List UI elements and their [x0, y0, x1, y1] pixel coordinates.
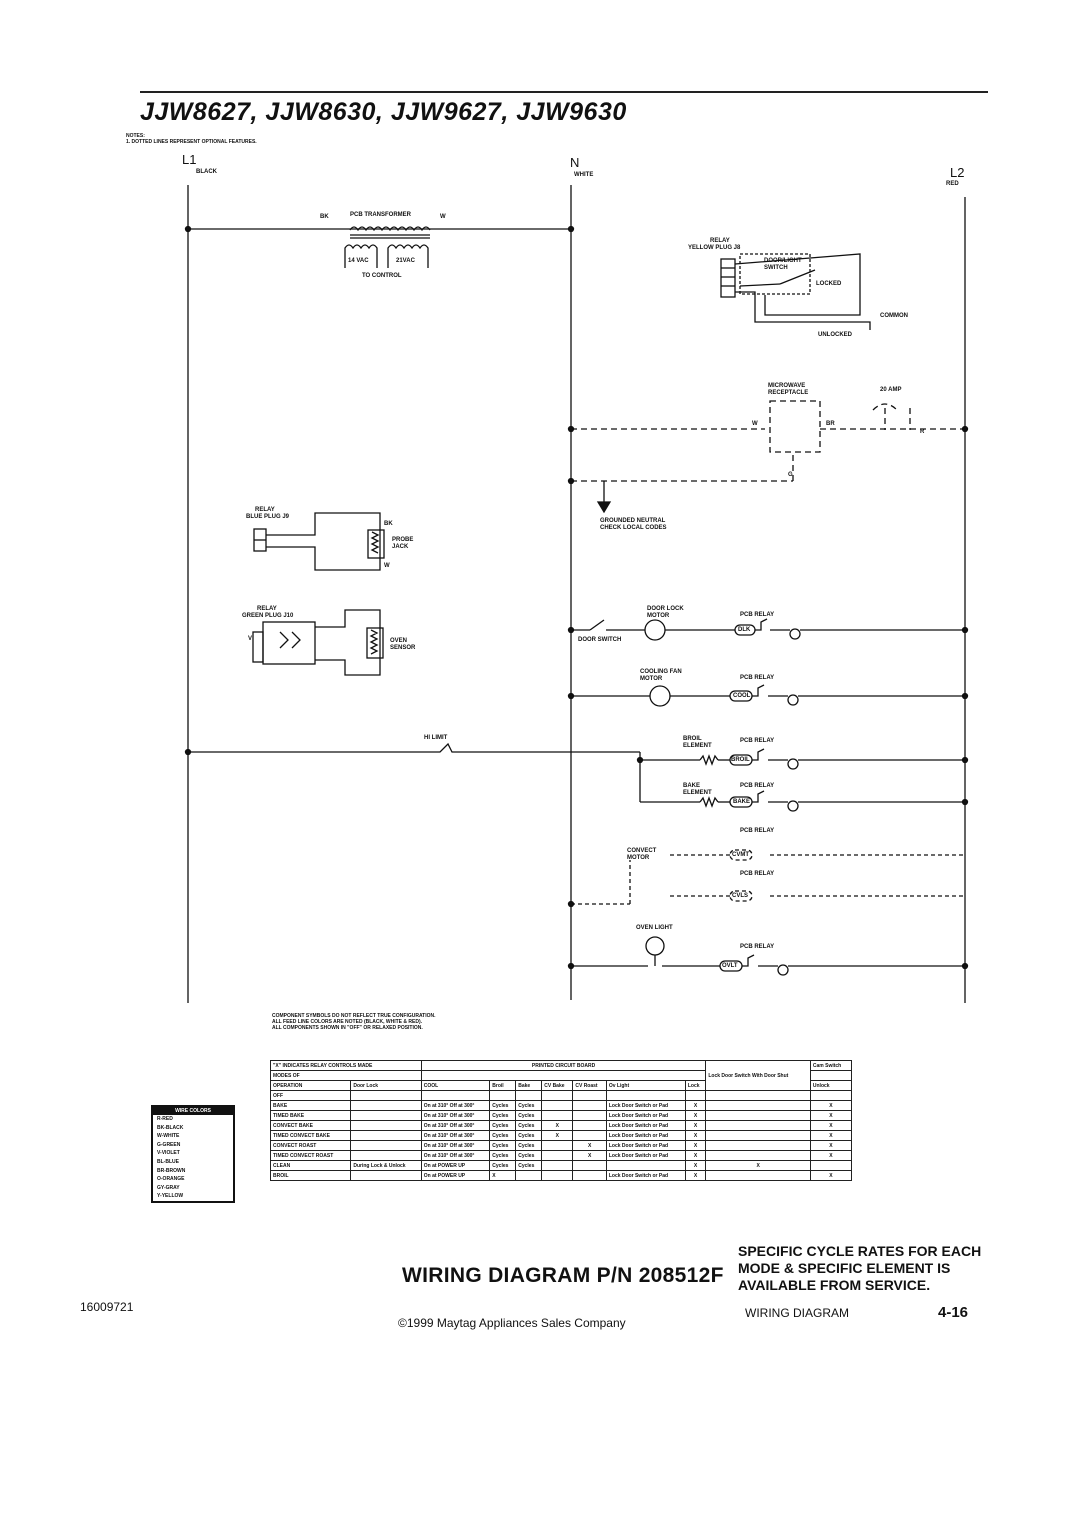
wire-color-item: BR-BROWN — [157, 1167, 186, 1174]
table-cell-broil — [490, 1091, 516, 1101]
table-cell-dlk — [351, 1171, 421, 1181]
door-relay-label: RELAY — [710, 238, 730, 244]
table-cell-cool: On at 310° Off at 300° — [421, 1131, 490, 1141]
table-cell-dlk — [351, 1121, 421, 1131]
operation-header: OPERATION — [271, 1081, 351, 1091]
table-cell-cool: On at POWER UP — [421, 1171, 490, 1181]
table-cell-lock: X — [706, 1161, 811, 1171]
table-cell-bake — [516, 1171, 542, 1181]
cvmt-label: CVMT — [732, 852, 749, 858]
door-switch-text: DOOR SWITCH — [578, 637, 622, 643]
l2-color: RED — [946, 181, 959, 187]
table-cell-dlk — [351, 1101, 421, 1111]
n-label: N — [570, 155, 580, 170]
table-row — [271, 1171, 852, 1181]
pcb-relay-1: PCB RELAY — [740, 612, 775, 618]
wire-colors-legend — [151, 1105, 235, 1203]
table-cell-cool: On at 310° Off at 300° — [421, 1141, 490, 1151]
bake-element-label: BAKE ELEMENT — [683, 783, 712, 796]
wire-color-item: G-GREEN — [157, 1141, 181, 1148]
door-switch-header: Lock Door Switch With Door Shut — [706, 1061, 811, 1091]
probe-jack-circuit — [254, 513, 384, 570]
spec-line-3: AVAILABLE FROM SERVICE. — [738, 1277, 931, 1293]
table-cell-bake: Cycles — [516, 1151, 542, 1161]
modes-of: MODES OF — [271, 1071, 422, 1081]
transformer-label: PCB TRANSFORMER — [350, 212, 411, 218]
table-cell-broil: X — [490, 1171, 516, 1181]
table-cell-cool: On at POWER UP — [421, 1161, 490, 1171]
unlocked-label: UNLOCKED — [818, 332, 852, 338]
hi-limit-label: HI LIMIT — [424, 735, 448, 741]
column-header: COOL — [421, 1081, 490, 1091]
wire-color-item: V-VIOLET — [157, 1150, 180, 1157]
table-cell-door — [685, 1091, 706, 1101]
table-cell-broil: Cycles — [490, 1111, 516, 1121]
table-cell-mode: CONVECT BAKE — [271, 1121, 351, 1131]
column-header: Ov Light — [606, 1081, 685, 1091]
transformer-to-control: TO CONTROL — [362, 273, 402, 279]
transformer-w: W — [440, 214, 446, 220]
table-cell-cvr — [573, 1091, 607, 1101]
table-cell-bake: Cycles — [516, 1141, 542, 1151]
table-cell-unlock — [810, 1161, 851, 1171]
table-cell-unlock: X — [810, 1121, 851, 1131]
table-cell-broil: Cycles — [490, 1131, 516, 1141]
table-cell-dlk — [351, 1141, 421, 1151]
bake-label: BAKE — [733, 799, 751, 805]
pcb-relay-6: PCB RELAY — [740, 871, 775, 877]
hi-limit-and-elements — [188, 744, 965, 811]
diagram-title: WIRING DIAGRAM P/N 208512F — [402, 1264, 724, 1287]
table-row — [271, 1141, 852, 1151]
column-header: Broil — [490, 1081, 516, 1091]
table-cell-light: Lock Door Switch or Pad — [606, 1131, 685, 1141]
wire-color-item: GY-GRAY — [157, 1184, 180, 1191]
table-cell-door: X — [685, 1101, 706, 1111]
sensor-v: V — [248, 636, 253, 642]
sensor-plug: GREEN PLUG J10 — [242, 613, 294, 619]
disclaimer-3: ALL COMPONENTS SHOWN IN "OFF" OR RELAXED POSITION. — [272, 1025, 423, 1031]
table-cell-light: Lock Door Switch or Pad — [606, 1101, 685, 1111]
table-cell-door: X — [685, 1121, 706, 1131]
cvls-label: CVLS — [732, 893, 749, 899]
mode-table — [270, 1060, 852, 1181]
common-label: COMMON — [880, 313, 908, 319]
pcb-relay-7: PCB RELAY — [740, 944, 775, 950]
mw-br: BR — [826, 421, 835, 427]
wire-color-item: Y-YELLOW — [157, 1193, 184, 1200]
table-cell-door: X — [685, 1171, 706, 1181]
pcb-relay-3: PCB RELAY — [740, 738, 775, 744]
table-cell-light — [606, 1161, 685, 1171]
table-cell-mode: TIMED BAKE — [271, 1111, 351, 1121]
pcb-relay-4: PCB RELAY — [740, 783, 775, 789]
table-cell-dlk: During Lock & Unlock — [351, 1161, 421, 1171]
table-cell-dlk — [351, 1111, 421, 1121]
table-cell-mode: CLEAN — [271, 1161, 351, 1171]
oven-light-rung — [571, 937, 965, 975]
table-cell-broil: Cycles — [490, 1161, 516, 1171]
mw-g: G — [788, 472, 793, 478]
table-cell-unlock — [810, 1091, 851, 1101]
transformer-v1: 14 VAC — [348, 258, 369, 264]
table-cell-cool: On at 310° Off at 300° — [421, 1101, 490, 1111]
table-cell-mode: OFF — [271, 1091, 351, 1101]
table-cell-cool: On at 310° Off at 300° — [421, 1151, 490, 1161]
l1-label: L1 — [182, 152, 197, 167]
table-cell-lock — [706, 1091, 811, 1101]
table-cell-cvb — [542, 1111, 573, 1121]
microwave-receptacle-label: MICROWAVE RECEPTACLE — [768, 383, 809, 396]
table-cell-light: Lock Door Switch or Pad — [606, 1171, 685, 1181]
table-cell-unlock: X — [810, 1101, 851, 1111]
probe-w: W — [384, 563, 390, 569]
page-title: JJW8627, JJW8630, JJW9627, JJW9630 — [140, 98, 627, 126]
column-header: CV Bake — [542, 1081, 573, 1091]
transformer-bk: BK — [320, 214, 329, 220]
oven-sensor-label: OVEN SENSOR — [390, 638, 416, 651]
table-cell-door: X — [685, 1161, 706, 1171]
table-cell-lock — [706, 1141, 811, 1151]
disclaimer-2: ALL FEED LINE COLORS ARE NOTED (BLACK, WHITE & RED). — [272, 1019, 422, 1025]
table-cell-mode: BROIL — [271, 1171, 351, 1181]
column-header: Bake — [516, 1081, 542, 1091]
table-cell-lock — [706, 1151, 811, 1161]
table-cell-cvb — [542, 1161, 573, 1171]
table-cell-light — [606, 1091, 685, 1101]
transformer-v2: 21VAC — [396, 258, 415, 264]
table-cell-light: Lock Door Switch or Pad — [606, 1121, 685, 1131]
table-cell-bake: Cycles — [516, 1101, 542, 1111]
table-cell-cvb: X — [542, 1131, 573, 1141]
table-cell-mode: TIMED CONVECT ROAST — [271, 1151, 351, 1161]
table-cell-unlock: X — [810, 1151, 851, 1161]
dlk-label: DLK — [738, 627, 751, 633]
amp-label: 20 AMP — [880, 387, 902, 393]
locked-label: LOCKED — [816, 281, 842, 287]
table-cell-cvb — [542, 1151, 573, 1161]
table-cell-broil: Cycles — [490, 1151, 516, 1161]
table-cell-cool: On at 310° Off at 300° — [421, 1121, 490, 1131]
table-cell-cool: On at 310° Off at 300° — [421, 1111, 490, 1121]
table-cell-cvr — [573, 1101, 607, 1111]
table-cell-bake: Cycles — [516, 1131, 542, 1141]
spec-line-1: SPECIFIC CYCLE RATES FOR EACH — [738, 1243, 982, 1259]
table-cell-lock — [706, 1131, 811, 1141]
column-header: Door Lock — [351, 1081, 421, 1091]
page-number: 4-16 — [938, 1304, 969, 1321]
table-cell-mode: TIMED CONVECT BAKE — [271, 1131, 351, 1141]
table-cell-cvr — [573, 1161, 607, 1171]
table-cell-dlk — [351, 1131, 421, 1141]
table-cell-cvb — [542, 1091, 573, 1101]
part-number: 16009721 — [80, 1300, 134, 1314]
table-cell-unlock: X — [810, 1111, 851, 1121]
table-cell-light: Lock Door Switch or Pad — [606, 1141, 685, 1151]
door-relay-plug: YELLOW PLUG J8 — [688, 245, 741, 251]
table-cell-cvr — [573, 1171, 607, 1181]
table-cell-bake — [516, 1091, 542, 1101]
table-cell-door: X — [685, 1131, 706, 1141]
column-header: CV Roast — [573, 1081, 607, 1091]
table-cell-cvb — [542, 1101, 573, 1111]
wire-color-item: O-ORANGE — [157, 1176, 185, 1183]
copyright: ©1999 Maytag Appliances Sales Company — [398, 1316, 626, 1330]
probe-bk: BK — [384, 521, 393, 527]
wire-color-item: W-WHITE — [157, 1133, 180, 1140]
table-cell-cvr: X — [573, 1141, 607, 1151]
table-row — [271, 1151, 852, 1161]
cooling-fan-label: COOLING FAN MOTOR — [640, 669, 682, 682]
table-cell-dlk — [351, 1151, 421, 1161]
disclaimer-1: COMPONENT SYMBOLS DO NOT REFLECT TRUE CONFIGURATION. — [272, 1013, 436, 1019]
wire-color-item: R-RED — [157, 1116, 173, 1122]
table-cell-dlk — [351, 1091, 421, 1101]
table-cell-lock — [706, 1171, 811, 1181]
ground-note: GROUNDED NEUTRAL CHECK LOCAL CODES — [600, 518, 667, 531]
table-cell-lock — [706, 1101, 811, 1111]
table-cell-lock — [706, 1121, 811, 1131]
table-row — [271, 1121, 852, 1131]
broil-element-label: BROIL ELEMENT — [683, 736, 712, 749]
door-lock-motor-rung — [571, 619, 965, 640]
pcb-relay-2: PCB RELAY — [740, 675, 775, 681]
table-cell-bake: Cycles — [516, 1111, 542, 1121]
table-row — [271, 1131, 852, 1141]
broil-label: BROIL — [731, 757, 750, 763]
table-cell-unlock: X — [810, 1141, 851, 1151]
table-cell-cvr: X — [573, 1151, 607, 1161]
table-cell-bake: Cycles — [516, 1161, 542, 1171]
table-cell-unlock: X — [810, 1131, 851, 1141]
cooling-fan-rung — [571, 685, 965, 706]
mw-w: W — [752, 421, 758, 427]
spec-line-2: MODE & SPECIFIC ELEMENT IS — [738, 1260, 951, 1276]
cam-switch-header: Cam Switch — [810, 1061, 851, 1071]
wire-color-item: BK-BLACK — [157, 1124, 184, 1131]
table-cell-cvb: X — [542, 1121, 573, 1131]
table-cell-lock — [706, 1111, 811, 1121]
table-cell-cvr — [573, 1131, 607, 1141]
footer-section: WIRING DIAGRAM — [745, 1306, 849, 1320]
table-cell-broil: Cycles — [490, 1101, 516, 1111]
table-row — [271, 1101, 852, 1111]
l2-label: L2 — [950, 165, 965, 180]
mw-r: R — [920, 429, 925, 435]
probe-relay: RELAY — [255, 507, 275, 513]
n-color: WHITE — [574, 172, 594, 178]
table-cell-cvr — [573, 1111, 607, 1121]
sensor-relay: RELAY — [257, 606, 277, 612]
l1-color: BLACK — [196, 169, 217, 175]
spec-note — [738, 1243, 981, 1294]
table-cell-cvr — [573, 1121, 607, 1131]
table-row — [271, 1091, 852, 1101]
table-cell-mode: BAKE — [271, 1101, 351, 1111]
notes-label: NOTES: — [126, 133, 145, 139]
table-row — [271, 1161, 852, 1171]
table-row — [271, 1111, 852, 1121]
ovlt-label: OVLT — [722, 963, 738, 969]
table-cell-door: X — [685, 1141, 706, 1151]
microwave-receptacle — [571, 401, 965, 481]
table-cell-broil: Cycles — [490, 1121, 516, 1131]
pcb-relay-5: PCB RELAY — [740, 828, 775, 834]
pcb-header: PRINTED CIRCUIT BOARD — [421, 1061, 706, 1071]
cam-column-header: Lock — [685, 1081, 706, 1091]
probe-jack-label: PROBE JACK — [392, 537, 414, 550]
table-cell-cvb — [542, 1171, 573, 1181]
cool-label: COOL — [733, 693, 751, 699]
table-cell-light: Lock Door Switch or Pad — [606, 1111, 685, 1121]
table-cell-door: X — [685, 1111, 706, 1121]
wire-color-item: BL-BLUE — [157, 1158, 179, 1165]
door-lock-motor-label: DOOR LOCK MOTOR — [647, 606, 684, 619]
table-cell-bake: Cycles — [516, 1121, 542, 1131]
convect-motor-label: CONVECT MOTOR — [627, 848, 657, 861]
probe-plug: BLUE PLUG J9 — [246, 514, 290, 520]
table-cell-mode: CONVECT ROAST — [271, 1141, 351, 1151]
table-cell-broil: Cycles — [490, 1141, 516, 1151]
table-cell-unlock: X — [810, 1171, 851, 1181]
wire-colors-title: WIRE COLORS — [153, 1107, 233, 1115]
door-switch-label: DOOR/LIGHT SWITCH — [764, 258, 802, 271]
note-1: 1. DOTTED LINES REPRESENT OPTIONAL FEATURES. — [126, 139, 257, 145]
table-cell-door: X — [685, 1151, 706, 1161]
oven-light-label: OVEN LIGHT — [636, 925, 673, 931]
table-corner: "X" INDICATES RELAY CONTROLS MADE — [271, 1061, 422, 1071]
table-cell-cvb — [542, 1141, 573, 1151]
table-cell-cool — [421, 1091, 490, 1101]
cam-column-header: Unlock — [810, 1081, 851, 1091]
table-cell-light: Lock Door Switch or Pad — [606, 1151, 685, 1161]
